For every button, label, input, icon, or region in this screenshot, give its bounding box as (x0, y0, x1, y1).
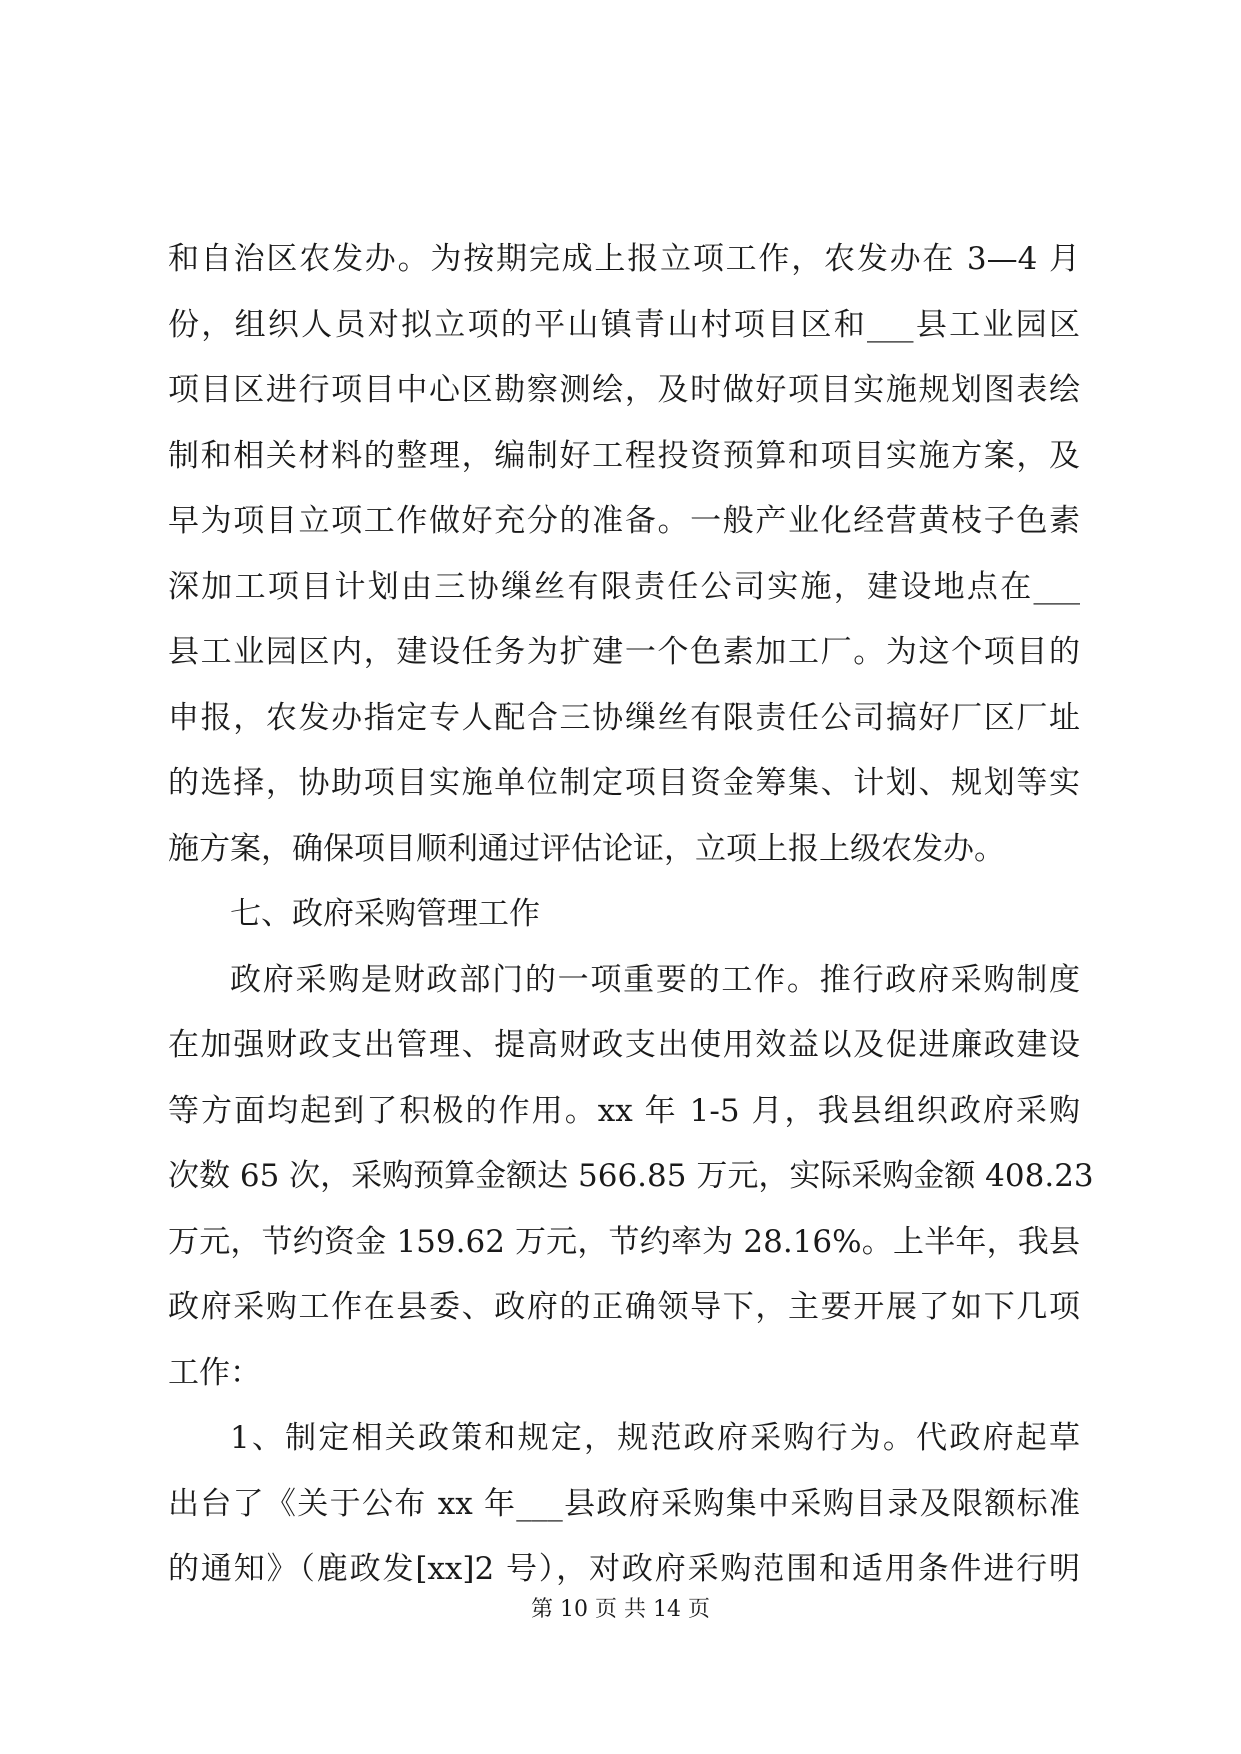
text-line-4: 制和相关材料的整理，编制好工程投资预算和项目实施方案，及 (168, 437, 1080, 474)
text-line-3: 项目区进行项目中心区勘察测绘，及时做好项目实施规划图表绘 (168, 372, 1080, 408)
text-line-5: 早为项目立项工作做好充分的准备。一般产业化经营黄枝子色素 (168, 503, 1080, 539)
section-heading: 七、政府采购管理工作 (230, 896, 540, 932)
text-line-9: 的选择，协助项目实施单位制定项目资金筹集、计划、规划等实 (168, 765, 1080, 801)
text-line-1: 和自治区农发办。为按期完成上报立项工作，农发办在 3—4 月 (168, 241, 1080, 277)
text-line-20: 出台了《关于公布 xx 年___县政府采购集中采购目录及限额标准 (168, 1485, 1080, 1522)
text-line-16: 万元，节约资金 159.62 万元，节约率为 28.16%。上半年，我县 (168, 1223, 1080, 1260)
text-line-7: 县工业园区内，建设任务为扩建一个色素加工厂。为这个项目的 (168, 634, 1080, 670)
text-line-21: 的通知》（鹿政发[xx]2 号），对政府采购范围和适用条件进行明 (168, 1551, 1080, 1587)
text-line-6: 深加工项目计划由三协缫丝有限责任公司实施，建设地点在___ (168, 568, 1080, 605)
text-line-10: 施方案，确保项目顺利通过评估论证，立项上报上级农发办。 (168, 830, 1005, 867)
text-line-14: 等方面均起到了积极的作用。xx 年 1-5 月，我县组织政府采购 (168, 1092, 1080, 1129)
text-line-19: 1、制定相关政策和规定，规范政府采购行为。代政府起草 (230, 1420, 1080, 1456)
document-body (168, 227, 1094, 1603)
text-line-15: 次数 65 次，采购预算金额达 566.85 万元，实际采购金额 408.23 (168, 1158, 1094, 1194)
page-number-footer: 第 10 页 共 14 页 (531, 1597, 710, 1622)
text-line-12: 政府采购是财政部门的一项重要的工作。推行政府采购制度 (230, 961, 1080, 998)
text-line-8: 申报，农发办指定专人配合三协缫丝有限责任公司搞好厂区厂址 (168, 699, 1080, 736)
text-line-18: 工作： (168, 1354, 261, 1391)
text-line-13: 在加强财政支出管理、提高财政支出使用效益以及促进廉政建设 (168, 1027, 1080, 1063)
text-line-2: 份，组织人员对拟立项的平山镇青山村项目区和___县工业园区 (168, 306, 1080, 343)
text-line-17: 政府采购工作在县委、政府的正确领导下，主要开展了如下几项 (168, 1289, 1080, 1325)
